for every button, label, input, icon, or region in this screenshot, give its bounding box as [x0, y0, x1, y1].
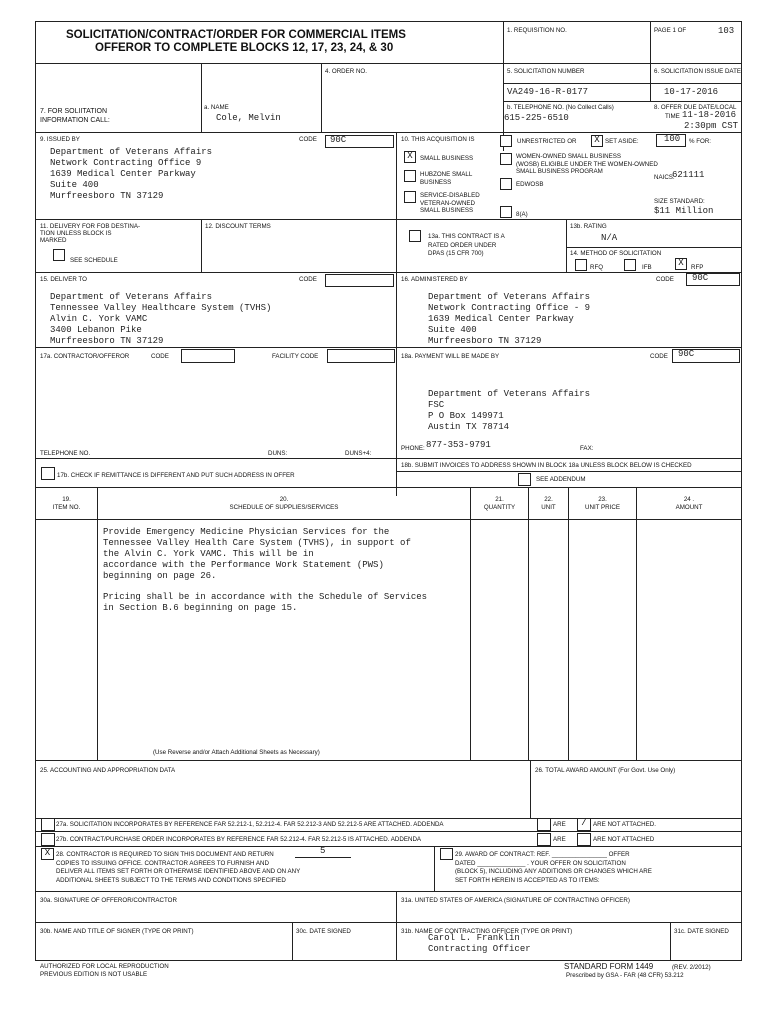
naics-label: NAICS: — [654, 174, 675, 181]
contact-phone: 615-225-6510 — [504, 113, 569, 123]
percent-for-label: % FOR: — [689, 138, 712, 145]
administered-code-label: CODE — [656, 276, 674, 283]
facility-code-label: FACILITY CODE — [272, 353, 319, 360]
quantity-header: 21. QUANTITY — [483, 496, 516, 511]
edwosb-label: EDWOSB — [516, 181, 544, 188]
contact-name: Cole, Melvin — [216, 113, 281, 123]
duns-label: DUNS: — [268, 450, 288, 457]
remittance-checkbox[interactable] — [41, 467, 55, 480]
submit-invoices-label: 18b. SUBMIT INVOICES TO ADDRESS SHOWN IN BLOCK 18a UNLESS BLOCK BELOW IS CHECKED — [401, 462, 692, 469]
27a-text: 27a. SOLICITATION INCORPORATES BY REFERENCE FAR 52.212-1, 52.212-4. FAR 52.212-3 AND 52.212-5 ARE ATTACHED. ADDENDA — [56, 821, 444, 828]
acquisition-label: 10. THIS ACQUISITION IS — [401, 136, 475, 143]
28-text: 28. CONTRACTOR IS REQUIRED TO SIGN THIS DOCUMENT AND RETURN COPIES TO ISSUING OFFICE. CONTRACTOR AGREES TO FURNISH AND DELIVER ALL ITEMS SET FORTH OR OTHERWISE IDENTIFIED ABOVE AND ON ANY ADDITIONAL SHEETS SUBJECT TO THE TERMS AND CONDITIONS SPECIFIED — [56, 851, 301, 884]
30b-label: 30b. NAME AND TITLE OF SIGNER (TYPE OR PRINT) — [40, 928, 194, 935]
30a-label: 30a. SIGNATURE OF OFFEROR/CONTRACTOR — [40, 897, 177, 904]
see-addendum-label: SEE ADDENDUM — [536, 476, 586, 483]
ifb-checkbox[interactable] — [624, 259, 636, 271]
method-label: 14. METHOD OF SOLICITATION — [570, 250, 662, 257]
payment-phone-label: PHONE: — [401, 445, 425, 452]
offer-due-time: 2:30pm CST — [684, 121, 739, 131]
solicitation-number: VA249-16-R-0177 — [507, 87, 589, 97]
administered-code: 90C — [692, 273, 709, 283]
30c-label: 30c. DATE SIGNED — [296, 928, 351, 935]
payment-phone: 877-353-9791 — [426, 440, 491, 450]
block7-label: 7. FOR SOLIITATION INFORMATION CALL: — [40, 108, 110, 124]
form-subtitle: OFFEROR TO COMPLETE BLOCKS 12, 17, 23, 24, & 30 — [95, 42, 394, 54]
solicitation-number-label: 5. SOLICITATION NUMBER — [507, 68, 585, 75]
issue-date: 10-17-2016 — [664, 87, 719, 97]
wosb-label: WOMEN-OWNED SMALL BUSINESS (WOSB) ELIGIBLE UNDER THE WOMEN-OWNED SMALL BUSINESS PROGRAM — [516, 153, 658, 175]
unrestricted-label: UNRESTRICTED OR — [517, 138, 577, 145]
amount-header: 24 . AMOUNT — [675, 496, 703, 511]
see-schedule-checkbox[interactable] — [53, 249, 65, 261]
sdvosb-checkbox[interactable] — [404, 191, 416, 203]
rfq-checkbox[interactable] — [575, 259, 587, 271]
rating-value: N/A — [601, 233, 618, 243]
eight-a-checkbox[interactable] — [500, 206, 512, 218]
set-aside-percent: 100 — [664, 134, 681, 144]
small-business-checkbox[interactable] — [404, 151, 416, 163]
payment-code-label: CODE — [650, 353, 668, 360]
set-aside-checkbox[interactable] — [591, 135, 603, 147]
contractor-telephone-label: TELEPHONE NO. — [40, 450, 91, 457]
wosb-checkbox[interactable] — [500, 153, 512, 165]
hubzone-label: HUBZONE SMALL BUSINESS — [420, 171, 473, 186]
offer-due-label: 8. OFFER DUE DATE/LOCAL — [654, 104, 737, 111]
rfp-label: RFP — [691, 264, 704, 271]
schedule-description: Provide Emergency Medicine Physician Services for the Tennessee Valley Health Care System (TVHS), in support of the Alvin C. York VAMC. This will be in accordance with the Performance Work Statement (PWS) beginning on page 26. — [103, 527, 411, 581]
unit-header: 22. UNIT — [541, 496, 556, 511]
27a-are-checkbox[interactable] — [537, 818, 551, 831]
27b-text: 27b. CONTRACT/PURCHASE ORDER INCORPORATES BY REFERENCE FAR 52.212-4. FAR 52.212-5 IS ATTACHED. ADDENDA — [56, 836, 422, 843]
pricing-description: Pricing shall be in accordance with the Schedule of Services in Section B.6 beginning on page 15. — [103, 592, 428, 613]
issued-by-address: Department of Veterans Affairs Network Contracting Office 9 1639 Medical Center Parkway Suite 400 Murfreesboro TN 37129 — [50, 147, 213, 201]
28-mark: X — [44, 848, 51, 858]
page-label: PAGE 1 OF — [654, 27, 687, 34]
rfp-mark: X — [678, 258, 684, 268]
form-title: SOLICITATION/CONTRACT/ORDER FOR COMMERCIAL ITEMS — [66, 29, 406, 41]
27b-are-not-label: ARE NOT ATTACHED — [593, 836, 655, 843]
form-prescribed: Prescribed by GSA - FAR (48 CFR) 53.212 — [566, 972, 684, 979]
contractor-code-box — [181, 349, 235, 363]
form-number: STANDARD FORM 1449 — [564, 962, 654, 971]
27b-are-checkbox[interactable] — [537, 833, 551, 846]
31b-label: 31b. NAME OF CONTRACTING OFFICER (TYPE OR PRINT) — [401, 928, 573, 935]
naics-code: 621111 — [672, 170, 705, 180]
size-standard: $11 Million — [654, 206, 714, 216]
administered-address: Department of Veterans Affairs Network Contracting Office - 9 1639 Medical Center Parkway Suite 400 Murfreesboro TN 37129 — [428, 292, 591, 346]
time-label: TIME — [665, 113, 680, 120]
footer-left: AUTHORIZED FOR LOCAL REPRODUCTION PREVIOUS EDITION IS NOT USABLE — [40, 963, 169, 978]
hubzone-checkbox[interactable] — [404, 170, 416, 182]
name-label: a. NAME — [204, 104, 229, 111]
schedule-header: 20. SCHEDULE OF SUPPLIES/SERVICES — [229, 496, 339, 511]
requisition-label: 1. REQUISITION NO. — [507, 27, 567, 34]
see-schedule-label: SEE SCHEDULE — [70, 257, 118, 264]
deliver-to-code-box — [325, 274, 394, 287]
27b-are-not-checkbox[interactable] — [577, 833, 591, 846]
31a-label: 31a. UNITED STATES OF AMERICA (SIGNATURE OF CONTRACTING OFFICER) — [401, 897, 630, 904]
set-aside-mark: X — [594, 135, 600, 145]
rated-order-checkbox[interactable] — [409, 230, 421, 242]
small-business-mark: X — [407, 151, 413, 161]
27b-are-label: ARE — [553, 836, 566, 843]
issued-by-code-label: CODE — [299, 136, 317, 143]
fax-label: FAX: — [580, 445, 594, 452]
27a-are-not-label: ARE NOT ATTACHED. — [593, 821, 656, 828]
discount-terms-label: 12. DISCOUNT TERMS — [205, 223, 271, 230]
form-revision: (REV. 2/2012) — [672, 964, 711, 971]
27a-are-not-checkbox[interactable] — [577, 818, 591, 831]
issued-by-label: 9. ISSUED BY — [40, 136, 80, 143]
payment-address: Department of Veterans Affairs FSC P O Box 149971 Austin TX 78714 — [428, 389, 591, 432]
contractor-label: 17a. CONTRACTOR/OFFEROR — [40, 353, 130, 360]
duns4-label: DUNS+4: — [345, 450, 372, 457]
rfq-label: RFQ — [590, 264, 604, 271]
administered-by-label: 16. ADMINISTERED BY — [401, 276, 468, 283]
contracting-officer: Carol L. Franklin Contracting Officer — [428, 933, 531, 954]
issue-date-label: 6. SOLICITATION ISSUE DATE — [654, 68, 741, 75]
27a-checkbox[interactable] — [41, 818, 55, 831]
deliver-to-label: 15. DELIVER TO — [40, 276, 87, 283]
deliver-to-code-label: CODE — [299, 276, 317, 283]
facility-code-box — [327, 349, 395, 363]
28-copies: 5 — [320, 846, 326, 856]
order-number-label: 4. ORDER NO. — [325, 68, 367, 75]
ifb-label: IFB — [642, 264, 652, 271]
27b-checkbox[interactable] — [41, 833, 55, 846]
27a-mark: / — [581, 818, 587, 828]
see-addendum-checkbox[interactable] — [518, 473, 531, 486]
sdvosb-label: SERVICE-DISABLED VETERAN-OWNED SMALL BUSINESS — [420, 192, 480, 214]
29-checkbox[interactable] — [440, 848, 453, 860]
size-standard-label: SIZE STANDARD: — [654, 198, 705, 205]
accounting-label: 25. ACCOUNTING AND APPROPRIATION DATA — [40, 767, 176, 774]
edwosb-checkbox[interactable] — [500, 178, 512, 190]
payment-code: 90C — [678, 349, 695, 359]
27a-are-label: ARE — [553, 821, 566, 828]
delivery-fob-label: 11. DELIVERY FOR FOB DESTINA- TION UNLESS BLOCK IS MARKED — [40, 223, 141, 244]
item-no-header: 19. ITEM NO. — [52, 496, 81, 511]
deliver-to-address: Department of Veterans Affairs Tennessee Valley Healthcare System (TVHS) Alvin C. York VAMC 3400 Lebanon Pike Murfreesboro TN 37129 — [50, 292, 272, 346]
payment-label: 18a. PAYMENT WILL BE MADE BY — [401, 353, 500, 360]
unit-price-header: 23. UNIT PRICE — [585, 496, 620, 511]
offer-due-date: 11-18-2016 — [682, 110, 737, 120]
rfp-checkbox[interactable] — [675, 258, 687, 270]
telephone-label: b. TELEPHONE NO. (No Collect Calls) — [507, 104, 614, 111]
31c-label: 31c. DATE SIGNED — [674, 928, 729, 935]
eight-a-label: 8(A) — [516, 211, 528, 218]
remittance-label: 17b. CHECK IF REMITTANCE IS DIFFERENT AND PUT SUCH ADDRESS IN OFFER — [57, 472, 295, 479]
small-business-label: SMALL BUSINESS — [420, 155, 474, 162]
unrestricted-checkbox[interactable] — [500, 135, 512, 147]
28-checkbox[interactable] — [41, 848, 54, 860]
contractor-code-label: CODE — [151, 353, 169, 360]
attach-note: (Use Reverse and/or Attach Additional Sheets as Necessary) — [153, 749, 320, 756]
issued-by-code: 90C — [330, 135, 347, 145]
rating-label: 13b. RATING — [570, 223, 607, 230]
rated-order-label: 13a. THIS CONTRACT IS A RATED ORDER UNDER DPAS (15 CFR 700) — [428, 233, 505, 257]
set-aside-label: SET ASIDE: — [605, 138, 639, 145]
page-total: 103 — [718, 26, 735, 36]
total-award-label: 26. TOTAL AWARD AMOUNT (For Govt. Use Only) — [535, 767, 676, 774]
29-text: 29. AWARD OF CONTRACT: REF. ________________ OFFER DATED ______________ . YOUR OFFER ON SOLICITATION (BLOCK 5), INCLUDING ANY ADDITIONS OR CHANGES WHICH ARE SET FORTH HEREIN IS ACCEPTED AS TO ITEMS: — [455, 851, 652, 884]
